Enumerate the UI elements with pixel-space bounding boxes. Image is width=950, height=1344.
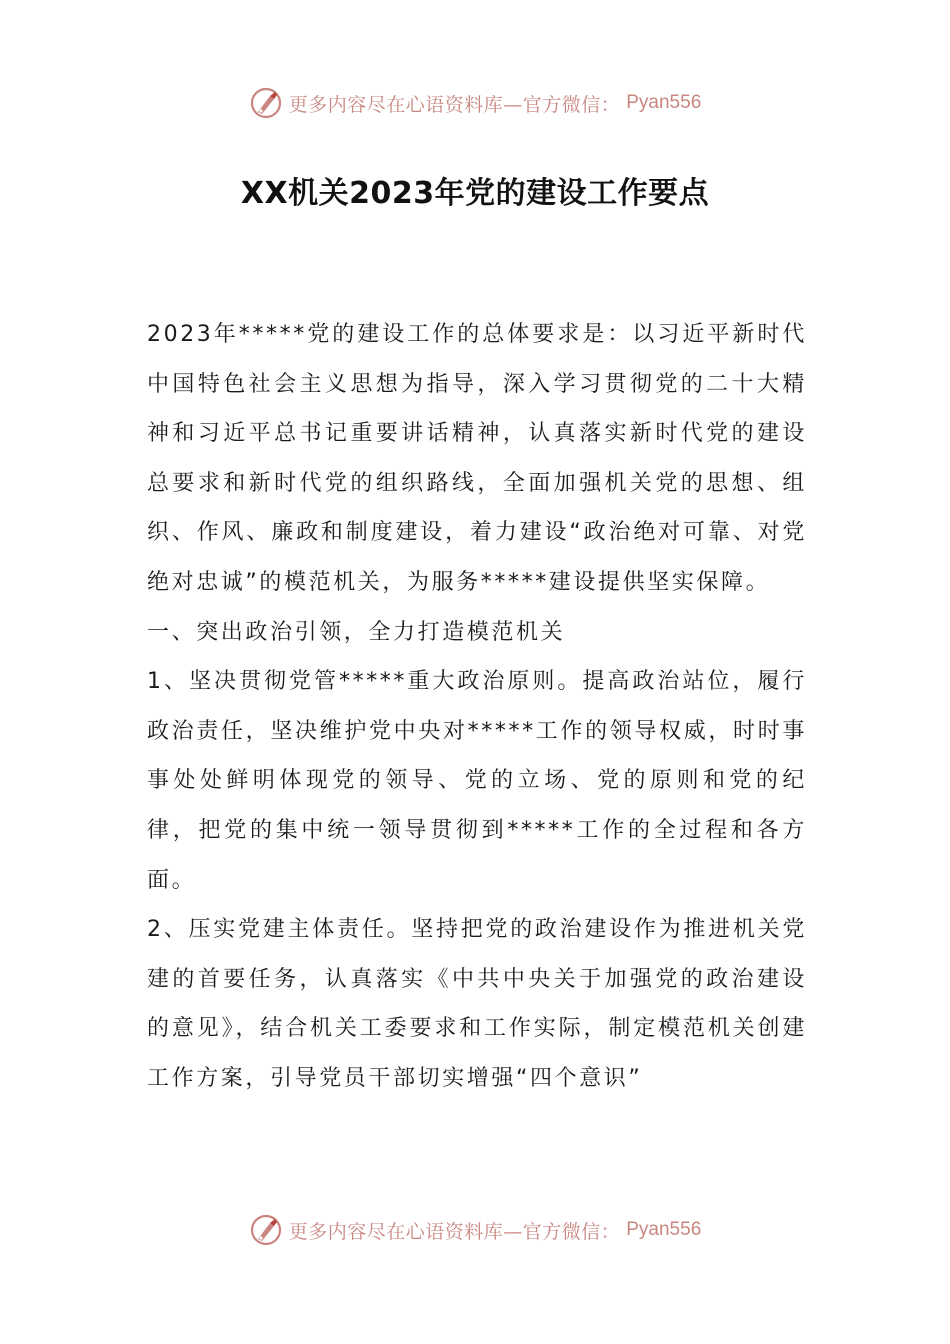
header-watermark (0, 83, 950, 123)
watermark-text: 更多内容尽在心语资料库—官方微信： (288, 93, 621, 116)
watermark-text: 更多内容尽在心语资料库—官方微信： (288, 1220, 621, 1243)
section-heading-1: 一、突出政治引领，全力打造模范机关 (147, 619, 566, 645)
watermark-wechat-id: Pyan556 (626, 92, 702, 113)
pen-nib-icon (249, 86, 283, 120)
watermark-wechat-id: Pyan556 (626, 1219, 702, 1240)
footer-watermark (0, 1210, 950, 1250)
paragraph-intro: 2023年*****党的建设工作的总体要求是：以习近平新时代中国特色社会主义思想为指导，深入学习贯彻党的二十大精神和习近平总书记重要讲话精神，认真落实新时代党的建设总要求和新时代党的组织路线，全面加强机关党的思想、组织、作风、廉政和制度建设，着力建设“政治绝对可靠、对党绝对忠诚”的模范机关，为服务*****建设提供坚实保障。 (147, 322, 807, 595)
document-body (147, 310, 807, 1104)
paragraph-item-1: 1、坚决贯彻党管*****重大政治原则。提高政治站位，履行政治责任，坚决维护党中央对*****工作的领导权威，时时事事处处鲜明体现党的领导、党的立场、党的原则和党的纪律，把党的集中统一领导贯彻到*****工作的全过程和各方面。 (147, 669, 807, 893)
pen-nib-icon (249, 1213, 283, 1247)
document-title: XX机关2023年党的建设工作要点 (240, 176, 710, 211)
paragraph-item-2: 2、压实党建主体责任。坚持把党的政治建设作为推进机关党建的首要任务，认真落实《中共中央关于加强党的政治建设的意见》，结合机关工委要求和工作实际，制定模范机关创建工作方案，引导党员干部切实增强“四个意识” (147, 917, 807, 1091)
